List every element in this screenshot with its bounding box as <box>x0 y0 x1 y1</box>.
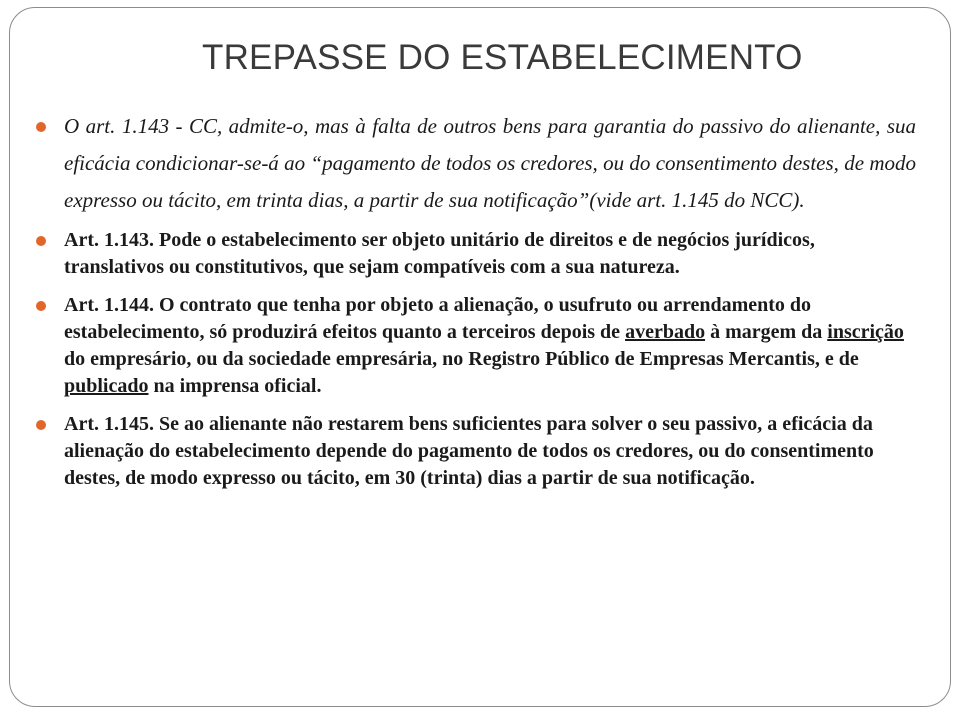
bullet-dot-icon <box>36 420 46 430</box>
bullet-text: Art. 1.143. Pode o estabelecimento ser objeto unitário de direitos e de negócios jurídicos, translativos ou constitutivos, que sejam compatíveis com a sua natureza. <box>64 229 815 278</box>
bullet-dot-icon <box>36 236 46 246</box>
underlined-term-publicado: publicado <box>64 375 149 397</box>
bullet-text-part: na imprensa oficial. <box>148 375 322 397</box>
underlined-term-inscricao: inscrição <box>827 321 904 343</box>
bullet-item-art-1145 <box>34 411 916 492</box>
bullet-text: Art. 1.145. Se ao alienante não restarem bens suficientes para solver o seu passivo, a eficácia da alienação do estabelecimento depende do pagamento de todos os credores, ou do consentimento destes, de modo expresso ou tácito, em 30 (trinta) dias a partir de sua notificação. <box>64 413 874 489</box>
bullet-item-intro <box>34 108 916 219</box>
bullet-item-art-1144 <box>34 292 916 400</box>
underlined-term-averbado: averbado <box>625 321 706 343</box>
bullet-list <box>34 108 916 503</box>
bullet-dot-icon <box>36 301 46 311</box>
bullet-text: O art. 1.143 - CC, admite-o, mas à falta de outros bens para garantia do passivo do alienante, sua eficácia condicionar-se-á ao “pagamento de todos os credores, ou do consentimento destes, de modo expresso ou tácito, em trinta dias, a partir de sua notificação”(vide art. 1.145 do NCC). <box>64 114 916 212</box>
bullet-item-art-1143 <box>34 227 916 281</box>
slide-title: TREPASSE DO ESTABELECIMENTO <box>202 38 803 77</box>
bullet-text-part: do empresário, ou da sociedade empresária, no Registro Público de Empresas Mercantis, e de <box>64 348 859 370</box>
bullet-text-part: Art. 1.144. O contrato que tenha por objeto a alienação, o usufruto ou arrendamento do estabelecimento, só produzirá efeitos quanto a terceiros depois de <box>64 294 812 343</box>
bullet-text-part: à margem da <box>705 321 828 343</box>
bullet-dot-icon <box>36 122 46 132</box>
